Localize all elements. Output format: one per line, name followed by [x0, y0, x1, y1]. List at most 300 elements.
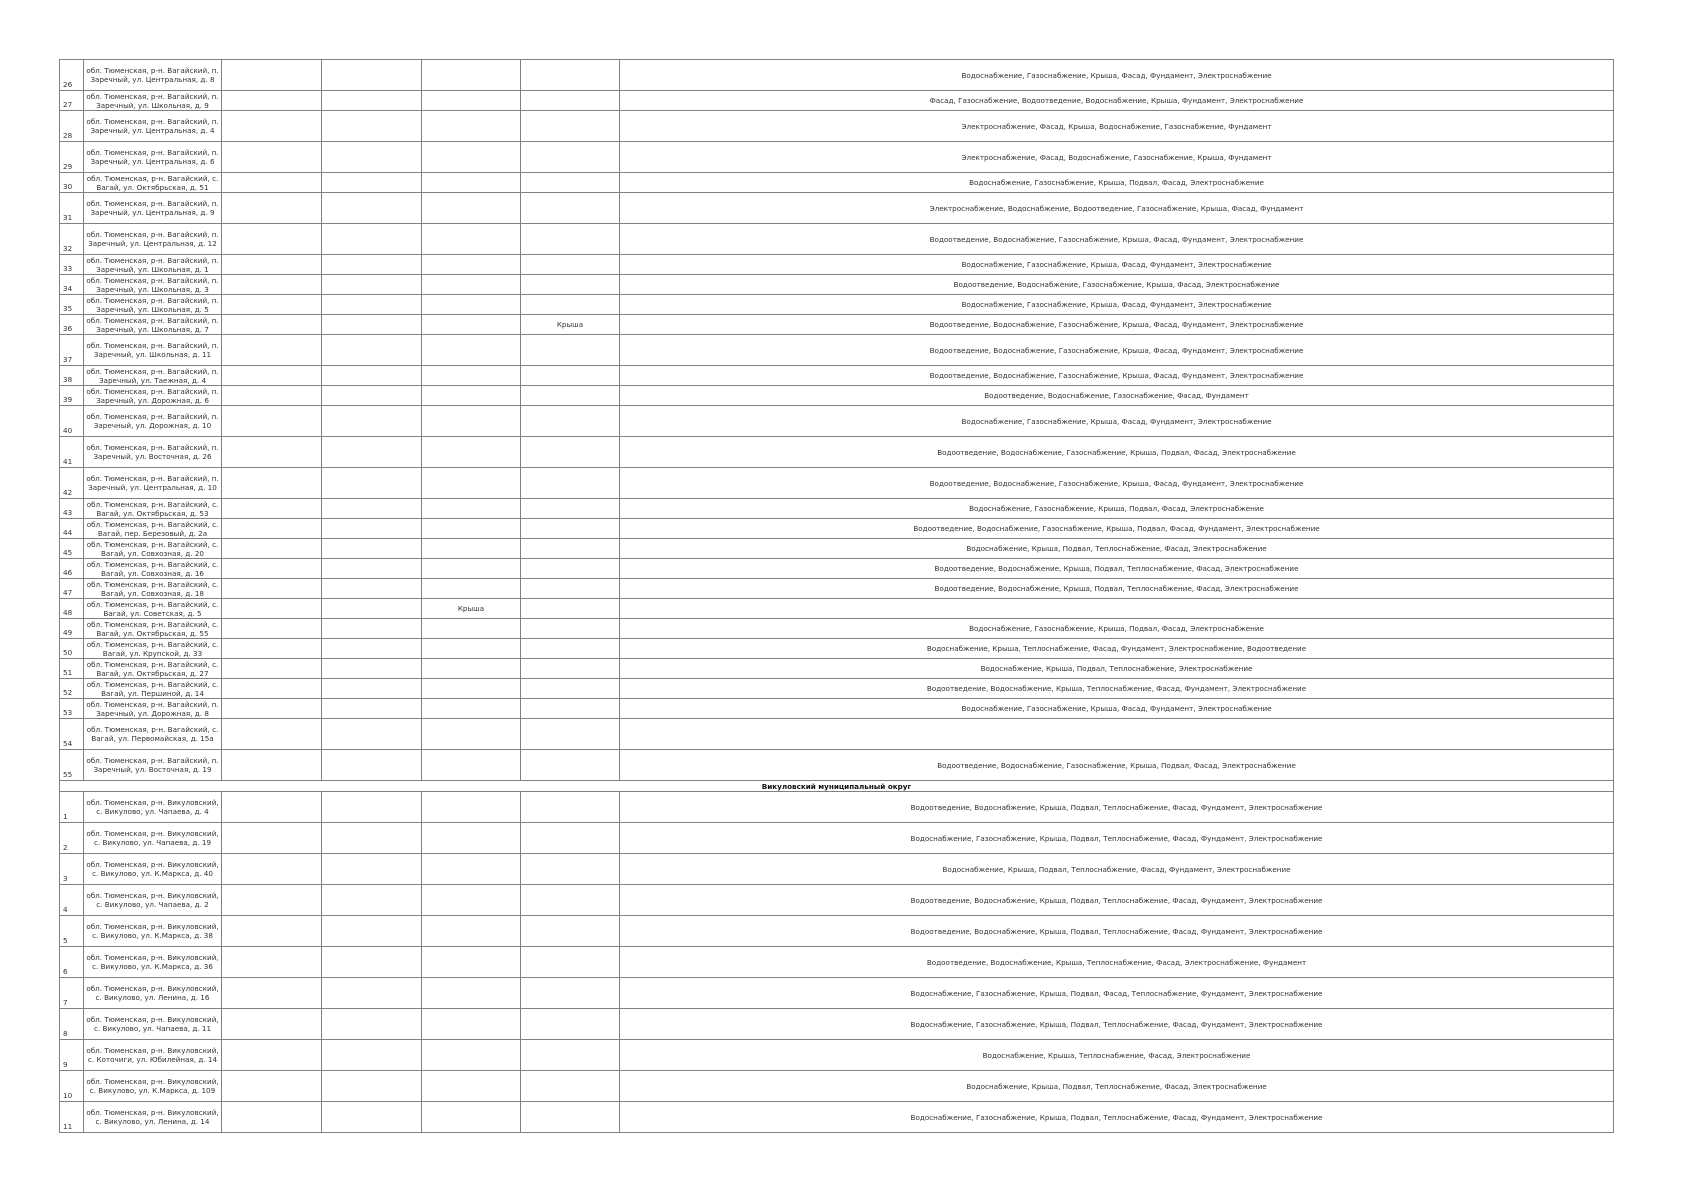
- column-6-cell: [521, 539, 620, 559]
- column-3-cell: [222, 173, 322, 193]
- address-cell: обл. Тюменская, р-н. Викуловский, с. Коточиги, ул. Юбилейная, д. 14: [84, 1040, 222, 1071]
- column-3-cell: [222, 619, 322, 639]
- column-3-cell: [222, 699, 322, 719]
- column-6-cell: Крыша: [521, 315, 620, 335]
- column-6-cell: [521, 659, 620, 679]
- column-6-cell: [521, 275, 620, 295]
- column-4-cell: [322, 750, 422, 781]
- column-3-cell: [222, 315, 322, 335]
- works-list-cell: Водоотведение, Водоснабжение, Крыша, Теплоснабжение, Фасад, Электроснабжение, Фундамент: [620, 947, 1614, 978]
- works-list-cell: Водоотведение, Водоснабжение, Крыша, Подвал, Теплоснабжение, Фасад, Электроснабжение: [620, 579, 1614, 599]
- section-header-row: [60, 781, 1614, 792]
- column-3-cell: [222, 499, 322, 519]
- address-cell: обл. Тюменская, р-н. Вагайский, п. Заречный, ул. Центральная, д. 9: [84, 193, 222, 224]
- table-row: [60, 224, 1614, 255]
- column-6-cell: [521, 619, 620, 639]
- works-list-cell: [620, 719, 1614, 750]
- column-3-cell: [222, 1040, 322, 1071]
- column-4-cell: [322, 255, 422, 275]
- column-4-cell: [322, 1040, 422, 1071]
- column-4-cell: [322, 792, 422, 823]
- table-row: [60, 719, 1614, 750]
- table-row: [60, 519, 1614, 539]
- row-number: 37: [60, 335, 84, 366]
- column-4-cell: [322, 599, 422, 619]
- works-list-cell: Водоотведение, Водоснабжение, Крыша, Теплоснабжение, Фасад, Фундамент, Электроснабжение: [620, 679, 1614, 699]
- address-cell: обл. Тюменская, р-н. Вагайский, п. Заречный, ул. Дорожная, д. 6: [84, 386, 222, 406]
- column-5-cell: Крыша: [422, 599, 521, 619]
- column-4-cell: [322, 499, 422, 519]
- column-5-cell: [422, 639, 521, 659]
- address-cell: обл. Тюменская, р-н. Вагайский, п. Заречный, ул. Школьная, д. 9: [84, 91, 222, 111]
- column-4-cell: [322, 659, 422, 679]
- works-list-cell: Водоснабжение, Крыша, Теплоснабжение, Фасад, Электроснабжение: [620, 1040, 1614, 1071]
- address-cell: обл. Тюменская, р-н. Вагайский, с. Вагай, ул. Октябрьская, д. 51: [84, 173, 222, 193]
- column-6-cell: [521, 559, 620, 579]
- column-6-cell: [521, 599, 620, 619]
- column-3-cell: [222, 224, 322, 255]
- column-3-cell: [222, 539, 322, 559]
- address-cell: обл. Тюменская, р-н. Вагайский, с. Вагай, ул. Крупской, д. 33: [84, 639, 222, 659]
- column-4-cell: [322, 619, 422, 639]
- row-number: 26: [60, 60, 84, 91]
- address-cell: обл. Тюменская, р-н. Вагайский, с. Вагай, ул. Советская, д. 5: [84, 599, 222, 619]
- table-row: [60, 499, 1614, 519]
- column-4-cell: [322, 193, 422, 224]
- column-4-cell: [322, 679, 422, 699]
- row-number: 2: [60, 823, 84, 854]
- column-5-cell: [422, 111, 521, 142]
- address-cell: обл. Тюменская, р-н. Вагайский, п. Заречный, ул. Школьная, д. 3: [84, 275, 222, 295]
- column-5-cell: [422, 854, 521, 885]
- works-list-cell: Водоотведение, Водоснабжение, Газоснабжение, Крыша, Фасад, Фундамент, Электроснабжение: [620, 366, 1614, 386]
- address-cell: обл. Тюменская, р-н. Вагайский, п. Заречный, ул. Восточная, д. 19: [84, 750, 222, 781]
- row-number: 45: [60, 539, 84, 559]
- address-cell: обл. Тюменская, р-н. Вагайский, п. Заречный, ул. Центральная, д. 4: [84, 111, 222, 142]
- table-row: [60, 315, 1614, 335]
- table-row: [60, 823, 1614, 854]
- table-row: [60, 1102, 1614, 1133]
- column-3-cell: [222, 295, 322, 315]
- column-3-cell: [222, 386, 322, 406]
- column-3-cell: [222, 142, 322, 173]
- column-6-cell: [521, 335, 620, 366]
- column-4-cell: [322, 295, 422, 315]
- table-row: [60, 111, 1614, 142]
- column-4-cell: [322, 275, 422, 295]
- row-number: 9: [60, 1040, 84, 1071]
- works-list-cell: Водоснабжение, Газоснабжение, Крыша, Фасад, Фундамент, Электроснабжение: [620, 406, 1614, 437]
- column-3-cell: [222, 579, 322, 599]
- column-6-cell: [521, 255, 620, 275]
- address-cell: обл. Тюменская, р-н. Вагайский, с. Вагай, ул. Совхозная, д. 16: [84, 559, 222, 579]
- row-number: 29: [60, 142, 84, 173]
- row-number: 8: [60, 1009, 84, 1040]
- column-6-cell: [521, 579, 620, 599]
- row-number: 46: [60, 559, 84, 579]
- column-5-cell: [422, 173, 521, 193]
- address-cell: обл. Тюменская, р-н. Вагайский, п. Заречный, ул. Центральная, д. 6: [84, 142, 222, 173]
- column-5-cell: [422, 719, 521, 750]
- column-6-cell: [521, 366, 620, 386]
- column-6-cell: [521, 978, 620, 1009]
- column-4-cell: [322, 916, 422, 947]
- column-5-cell: [422, 699, 521, 719]
- table-row: [60, 579, 1614, 599]
- column-6-cell: [521, 1071, 620, 1102]
- address-cell: обл. Тюменская, р-н. Викуловский, с. Викулово, ул. Чапаева, д. 11: [84, 1009, 222, 1040]
- column-4-cell: [322, 1071, 422, 1102]
- column-5-cell: [422, 750, 521, 781]
- table-row: [60, 60, 1614, 91]
- row-number: 34: [60, 275, 84, 295]
- column-4-cell: [322, 559, 422, 579]
- column-3-cell: [222, 519, 322, 539]
- column-4-cell: [322, 823, 422, 854]
- works-list-cell: Водоснабжение, Крыша, Подвал, Теплоснабжение, Фасад, Электроснабжение: [620, 1071, 1614, 1102]
- column-3-cell: [222, 659, 322, 679]
- works-list-cell: Водоотведение, Водоснабжение, Газоснабжение, Крыша, Фасад, Электроснабжение: [620, 275, 1614, 295]
- table-row: [60, 335, 1614, 366]
- column-3-cell: [222, 366, 322, 386]
- column-3-cell: [222, 91, 322, 111]
- row-number: 53: [60, 699, 84, 719]
- column-4-cell: [322, 335, 422, 366]
- table-row: [60, 193, 1614, 224]
- column-5-cell: [422, 947, 521, 978]
- column-4-cell: [322, 173, 422, 193]
- row-number: 48: [60, 599, 84, 619]
- column-5-cell: [422, 659, 521, 679]
- table-row: [60, 386, 1614, 406]
- row-number: 43: [60, 499, 84, 519]
- table-row: [60, 275, 1614, 295]
- table-row: [60, 885, 1614, 916]
- column-5-cell: [422, 468, 521, 499]
- address-cell: обл. Тюменская, р-н. Вагайский, п. Заречный, ул. Таежная, д. 4: [84, 366, 222, 386]
- column-3-cell: [222, 437, 322, 468]
- works-list-cell: Водоотведение, Водоснабжение, Крыша, Подвал, Теплоснабжение, Фасад, Фундамент, Электроснабжение: [620, 885, 1614, 916]
- column-6-cell: [521, 468, 620, 499]
- address-cell: обл. Тюменская, р-н. Вагайский, п. Заречный, ул. Центральная, д. 10: [84, 468, 222, 499]
- column-5-cell: [422, 366, 521, 386]
- column-3-cell: [222, 639, 322, 659]
- column-4-cell: [322, 406, 422, 437]
- address-cell: обл. Тюменская, р-н. Викуловский, с. Викулово, ул. К.Маркса, д. 36: [84, 947, 222, 978]
- table-row: [60, 599, 1614, 619]
- row-number: 5: [60, 916, 84, 947]
- row-number: 54: [60, 719, 84, 750]
- column-5-cell: [422, 1040, 521, 1071]
- column-6-cell: [521, 1102, 620, 1133]
- address-cell: обл. Тюменская, р-н. Вагайский, с. Вагай, ул. Октябрьская, д. 27: [84, 659, 222, 679]
- works-list-cell: Водоотведение, Водоснабжение, Крыша, Подвал, Теплоснабжение, Фасад, Электроснабжение: [620, 559, 1614, 579]
- column-4-cell: [322, 366, 422, 386]
- table-row: [60, 639, 1614, 659]
- column-5-cell: [422, 295, 521, 315]
- table-row: [60, 173, 1614, 193]
- row-number: 6: [60, 947, 84, 978]
- column-3-cell: [222, 1102, 322, 1133]
- row-number: 11: [60, 1102, 84, 1133]
- works-list-cell: Водоотведение, Водоснабжение, Газоснабжение, Крыша, Фасад, Фундамент, Электроснабжение: [620, 224, 1614, 255]
- works-list-cell: Электроснабжение, Водоснабжение, Водоотведение, Газоснабжение, Крыша, Фасад, Фундамент: [620, 193, 1614, 224]
- address-cell: обл. Тюменская, р-н. Вагайский, п. Заречный, ул. Центральная, д. 12: [84, 224, 222, 255]
- row-number: 42: [60, 468, 84, 499]
- row-number: 30: [60, 173, 84, 193]
- column-3-cell: [222, 978, 322, 1009]
- column-5-cell: [422, 579, 521, 599]
- works-list-cell: Водоотведение, Водоснабжение, Газоснабжение, Крыша, Фасад, Фундамент, Электроснабжение: [620, 468, 1614, 499]
- table-row: [60, 468, 1614, 499]
- column-3-cell: [222, 1009, 322, 1040]
- row-number: 41: [60, 437, 84, 468]
- address-cell: обл. Тюменская, р-н. Вагайский, с. Вагай, ул. Октябрьская, д. 55: [84, 619, 222, 639]
- column-5-cell: [422, 60, 521, 91]
- column-6-cell: [521, 885, 620, 916]
- table-row: [60, 947, 1614, 978]
- column-3-cell: [222, 916, 322, 947]
- column-4-cell: [322, 437, 422, 468]
- column-6-cell: [521, 173, 620, 193]
- column-5-cell: [422, 679, 521, 699]
- column-3-cell: [222, 60, 322, 91]
- works-list-cell: Водоснабжение, Газоснабжение, Крыша, Подвал, Фасад, Электроснабжение: [620, 173, 1614, 193]
- column-4-cell: [322, 91, 422, 111]
- column-3-cell: [222, 255, 322, 275]
- row-number: 47: [60, 579, 84, 599]
- column-6-cell: [521, 111, 620, 142]
- address-cell: обл. Тюменская, р-н. Викуловский, с. Викулово, ул. К.Маркса, д. 40: [84, 854, 222, 885]
- column-4-cell: [322, 579, 422, 599]
- column-5-cell: [422, 1071, 521, 1102]
- table-row: [60, 854, 1614, 885]
- column-3-cell: [222, 792, 322, 823]
- column-6-cell: [521, 639, 620, 659]
- column-6-cell: [521, 699, 620, 719]
- table-row: [60, 619, 1614, 639]
- column-3-cell: [222, 193, 322, 224]
- column-5-cell: [422, 792, 521, 823]
- column-4-cell: [322, 224, 422, 255]
- row-number: 27: [60, 91, 84, 111]
- works-list-cell: Электроснабжение, Фасад, Крыша, Водоснабжение, Газоснабжение, Фундамент: [620, 111, 1614, 142]
- works-list-cell: Электроснабжение, Фасад, Водоснабжение, Газоснабжение, Крыша, Фундамент: [620, 142, 1614, 173]
- table-row: [60, 750, 1614, 781]
- column-6-cell: [521, 437, 620, 468]
- column-5-cell: [422, 539, 521, 559]
- address-cell: обл. Тюменская, р-н. Викуловский, с. Викулово, ул. Ленина, д. 16: [84, 978, 222, 1009]
- column-6-cell: [521, 406, 620, 437]
- works-list-cell: Водоснабжение, Газоснабжение, Крыша, Фасад, Фундамент, Электроснабжение: [620, 255, 1614, 275]
- column-4-cell: [322, 978, 422, 1009]
- address-cell: обл. Тюменская, р-н. Вагайский, п. Заречный, ул. Центральная, д. 8: [84, 60, 222, 91]
- column-3-cell: [222, 275, 322, 295]
- works-list-cell: Водоснабжение, Крыша, Теплоснабжение, Фасад, Фундамент, Электроснабжение, Водоотведение: [620, 639, 1614, 659]
- column-6-cell: [521, 719, 620, 750]
- column-3-cell: [222, 406, 322, 437]
- works-list-cell: Водоснабжение, Газоснабжение, Крыша, Подвал, Фасад, Теплоснабжение, Фундамент, Электроснабжение: [620, 978, 1614, 1009]
- address-cell: обл. Тюменская, р-н. Викуловский, с. Викулово, ул. Чапаева, д. 4: [84, 792, 222, 823]
- column-4-cell: [322, 315, 422, 335]
- section-title: Викуловский муниципальный округ: [60, 781, 1614, 792]
- row-number: 33: [60, 255, 84, 275]
- address-cell: обл. Тюменская, р-н. Вагайский, с. Вагай, пер. Березовый, д. 2а: [84, 519, 222, 539]
- table-row: [60, 1071, 1614, 1102]
- works-list-cell: Водоснабжение, Газоснабжение, Крыша, Фасад, Фундамент, Электроснабжение: [620, 295, 1614, 315]
- column-6-cell: [521, 1009, 620, 1040]
- works-list-cell: Водоотведение, Водоснабжение, Газоснабжение, Крыша, Фасад, Фундамент, Электроснабжение: [620, 315, 1614, 335]
- row-number: 3: [60, 854, 84, 885]
- table-row: [60, 91, 1614, 111]
- column-4-cell: [322, 699, 422, 719]
- column-3-cell: [222, 468, 322, 499]
- table-row: [60, 295, 1614, 315]
- column-5-cell: [422, 386, 521, 406]
- works-list-cell: Водоотведение, Водоснабжение, Газоснабжение, Крыша, Фасад, Фундамент, Электроснабжение: [620, 335, 1614, 366]
- column-6-cell: [521, 679, 620, 699]
- column-5-cell: [422, 275, 521, 295]
- address-cell: обл. Тюменская, р-н. Викуловский, с. Викулово, ул. Чапаева, д. 2: [84, 885, 222, 916]
- column-5-cell: [422, 916, 521, 947]
- column-4-cell: [322, 947, 422, 978]
- column-5-cell: [422, 619, 521, 639]
- row-number: 39: [60, 386, 84, 406]
- table-row: [60, 366, 1614, 386]
- row-number: 51: [60, 659, 84, 679]
- works-list-cell: Водоснабжение, Газоснабжение, Крыша, Фасад, Фундамент, Электроснабжение: [620, 699, 1614, 719]
- works-list-cell: Водоотведение, Водоснабжение, Газоснабжение, Крыша, Подвал, Фасад, Электроснабжение: [620, 437, 1614, 468]
- table-row: [60, 437, 1614, 468]
- column-3-cell: [222, 1071, 322, 1102]
- column-5-cell: [422, 499, 521, 519]
- column-4-cell: [322, 60, 422, 91]
- works-list-cell: Водоснабжение, Газоснабжение, Крыша, Подвал, Теплоснабжение, Фасад, Фундамент, Электроснабжение: [620, 823, 1614, 854]
- column-5-cell: [422, 885, 521, 916]
- address-cell: обл. Тюменская, р-н. Вагайский, п. Заречный, ул. Школьная, д. 5: [84, 295, 222, 315]
- works-list-cell: Водоотведение, Водоснабжение, Крыша, Подвал, Теплоснабжение, Фасад, Фундамент, Электроснабжение: [620, 792, 1614, 823]
- column-5-cell: [422, 193, 521, 224]
- column-3-cell: [222, 854, 322, 885]
- column-4-cell: [322, 719, 422, 750]
- column-6-cell: [521, 193, 620, 224]
- column-4-cell: [322, 885, 422, 916]
- address-cell: обл. Тюменская, р-н. Вагайский, с. Вагай, ул. Октябрьская, д. 53: [84, 499, 222, 519]
- row-number: 28: [60, 111, 84, 142]
- row-number: 49: [60, 619, 84, 639]
- row-number: 7: [60, 978, 84, 1009]
- column-4-cell: [322, 539, 422, 559]
- column-4-cell: [322, 639, 422, 659]
- address-cell: обл. Тюменская, р-н. Вагайский, с. Вагай, ул. Первомайская, д. 15а: [84, 719, 222, 750]
- table-row: [60, 792, 1614, 823]
- address-cell: обл. Тюменская, р-н. Вагайский, п. Заречный, ул. Восточная, д. 26: [84, 437, 222, 468]
- address-cell: обл. Тюменская, р-н. Вагайский, п. Заречный, ул. Школьная, д. 1: [84, 255, 222, 275]
- address-cell: обл. Тюменская, р-н. Викуловский, с. Викулово, ул. Ленина, д. 14: [84, 1102, 222, 1133]
- address-cell: обл. Тюменская, р-н. Вагайский, с. Вагай, ул. Совхозная, д. 18: [84, 579, 222, 599]
- column-3-cell: [222, 823, 322, 854]
- table-row: [60, 916, 1614, 947]
- table-row: [60, 406, 1614, 437]
- row-number: 35: [60, 295, 84, 315]
- table-row: [60, 255, 1614, 275]
- column-3-cell: [222, 679, 322, 699]
- works-list-cell: [620, 599, 1614, 619]
- column-3-cell: [222, 947, 322, 978]
- column-6-cell: [521, 1040, 620, 1071]
- column-4-cell: [322, 386, 422, 406]
- row-number: 4: [60, 885, 84, 916]
- address-cell: обл. Тюменская, р-н. Вагайский, п. Заречный, ул. Дорожная, д. 8: [84, 699, 222, 719]
- table-row: [60, 659, 1614, 679]
- column-5-cell: [422, 1009, 521, 1040]
- works-list-cell: Водоснабжение, Газоснабжение, Крыша, Подвал, Фасад, Электроснабжение: [620, 619, 1614, 639]
- row-number: 50: [60, 639, 84, 659]
- column-5-cell: [422, 1102, 521, 1133]
- column-5-cell: [422, 559, 521, 579]
- works-list-cell: Водоотведение, Водоснабжение, Крыша, Подвал, Теплоснабжение, Фасад, Фундамент, Электроснабжение: [620, 916, 1614, 947]
- row-number: 40: [60, 406, 84, 437]
- address-cell: обл. Тюменская, р-н. Вагайский, п. Заречный, ул. Школьная, д. 7: [84, 315, 222, 335]
- works-list-cell: Водоснабжение, Газоснабжение, Крыша, Подвал, Теплоснабжение, Фасад, Фундамент, Электроснабжение: [620, 1009, 1614, 1040]
- row-number: 36: [60, 315, 84, 335]
- column-3-cell: [222, 719, 322, 750]
- address-cell: обл. Тюменская, р-н. Вагайский, с. Вагай, ул. Першиной, д. 14: [84, 679, 222, 699]
- column-6-cell: [521, 519, 620, 539]
- column-3-cell: [222, 750, 322, 781]
- column-6-cell: [521, 823, 620, 854]
- column-6-cell: [521, 750, 620, 781]
- row-number: 55: [60, 750, 84, 781]
- works-list-cell: Водоснабжение, Крыша, Подвал, Теплоснабжение, Фасад, Фундамент, Электроснабжение: [620, 854, 1614, 885]
- address-cell: обл. Тюменская, р-н. Викуловский, с. Викулово, ул. К.Маркса, д. 109: [84, 1071, 222, 1102]
- address-cell: обл. Тюменская, р-н. Викуловский, с. Викулово, ул. Чапаева, д. 19: [84, 823, 222, 854]
- column-3-cell: [222, 111, 322, 142]
- column-5-cell: [422, 91, 521, 111]
- works-list-cell: Водоотведение, Водоснабжение, Газоснабжение, Фасад, Фундамент: [620, 386, 1614, 406]
- column-3-cell: [222, 559, 322, 579]
- row-number: 10: [60, 1071, 84, 1102]
- works-list-cell: Водоотведение, Водоснабжение, Газоснабжение, Крыша, Подвал, Фасад, Фундамент, Электроснабжение: [620, 519, 1614, 539]
- column-5-cell: [422, 142, 521, 173]
- column-4-cell: [322, 1009, 422, 1040]
- column-5-cell: [422, 315, 521, 335]
- column-6-cell: [521, 499, 620, 519]
- column-6-cell: [521, 142, 620, 173]
- works-list-cell: Водоснабжение, Газоснабжение, Крыша, Подвал, Теплоснабжение, Фасад, Фундамент, Электроснабжение: [620, 1102, 1614, 1133]
- column-6-cell: [521, 386, 620, 406]
- row-number: 38: [60, 366, 84, 386]
- table-row: [60, 1040, 1614, 1071]
- row-number: 52: [60, 679, 84, 699]
- column-4-cell: [322, 111, 422, 142]
- column-6-cell: [521, 224, 620, 255]
- column-4-cell: [322, 519, 422, 539]
- column-3-cell: [222, 335, 322, 366]
- column-5-cell: [422, 823, 521, 854]
- column-6-cell: [521, 295, 620, 315]
- column-5-cell: [422, 335, 521, 366]
- column-6-cell: [521, 792, 620, 823]
- table-row: [60, 1009, 1614, 1040]
- column-6-cell: [521, 60, 620, 91]
- column-5-cell: [422, 978, 521, 1009]
- table-row: [60, 699, 1614, 719]
- column-4-cell: [322, 142, 422, 173]
- column-3-cell: [222, 599, 322, 619]
- works-list-cell: Водоснабжение, Крыша, Подвал, Теплоснабжение, Фасад, Электроснабжение: [620, 539, 1614, 559]
- column-6-cell: [521, 91, 620, 111]
